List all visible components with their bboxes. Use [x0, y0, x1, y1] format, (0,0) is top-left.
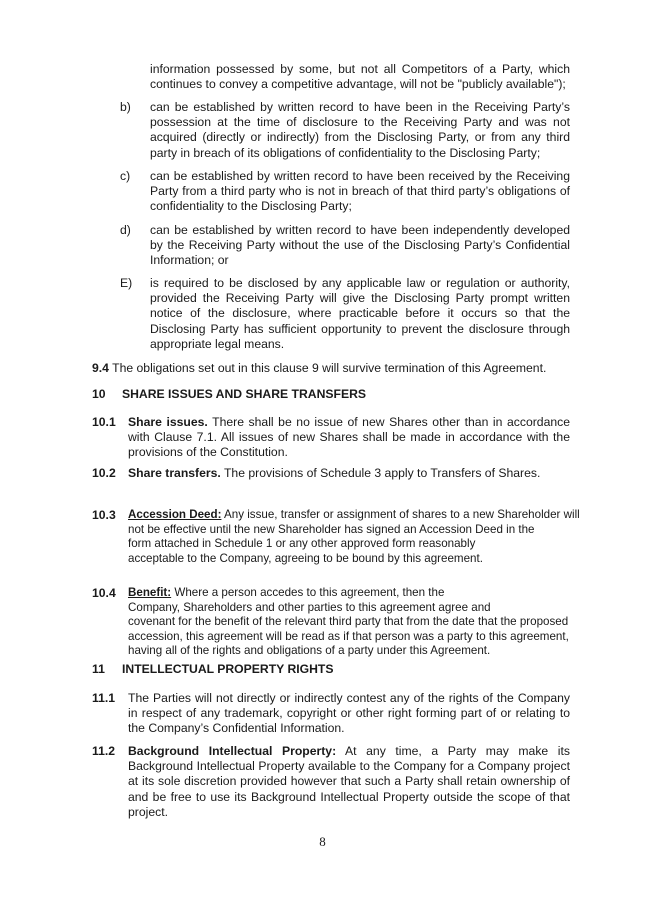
- list-item: is required to be disclosed by any applicable law or regulation or authority, provided the Receiving Party will give the Disclosing Party prompt written notice of the disclosure, where practicable before it occurs so that the Disclosing Party has sufficient opportunity to prevent the disclosure through appropriate legal means.: [150, 276, 570, 351]
- clause-line: accession, this agreement will be read as if that person was a party to this agreement,: [128, 629, 569, 643]
- clause-number: 11.1: [92, 691, 116, 705]
- clause-number: 10.2: [92, 466, 116, 480]
- page-number: 8: [319, 834, 326, 849]
- clause-10-2: [128, 466, 570, 481]
- clause-line: not be effective until the new Shareholder has signed an Accession Deed in the: [128, 522, 535, 536]
- clause-heading: Share issues.: [128, 415, 208, 429]
- clause-heading: Benefit:: [128, 586, 172, 599]
- clause-text: The Parties will not directly or indirectly contest any of the rights of the Company in respect of any trademark, copyright or other right forming part of or relating to the Company’s Confidential Information.: [128, 691, 570, 736]
- clause-heading: Accession Deed:: [128, 508, 222, 521]
- clause-number: 10.4: [92, 586, 116, 600]
- clause-line: acceptable to the Company, agreeing to be bound by this agreement.: [128, 551, 483, 565]
- clause-line: form attached in Schedule 1 or any other approved form reasonably: [128, 537, 476, 551]
- section-number: 10: [92, 387, 106, 401]
- continuation-paragraph: information possessed by some, but not all Competitors of a Party, which continues to convey a competitive advantage, will not be "publicly available");: [150, 62, 570, 92]
- clause-heading: Background Intellectual Property:: [128, 744, 337, 758]
- clause-text: The provisions of Schedule 3 apply to Transfers of Shares.: [220, 466, 541, 480]
- clause-text: At any time, a Party may make its Background Intellectual Property available to the Company for a Company project at its sole discretion provided however that such a Party shall retain ownership of and be free to use its Background Intellectual Property outside the scope of that project.: [128, 744, 570, 819]
- item-label: d): [120, 223, 131, 237]
- list-item: can be established by written record to have been independently developed by the Receiving Party without the use of the Disclosing Party’s Confidential Information; or: [150, 223, 570, 268]
- clause-9-4: [92, 361, 582, 376]
- clause-line: Where a person accedes to this agreement, then the: [171, 586, 445, 599]
- clause-heading: Share transfers.: [128, 466, 221, 480]
- clause-number: 11.2: [92, 744, 116, 758]
- clause-line: Any issue, transfer or assignment of shares to a new Shareholder will: [221, 508, 580, 521]
- clause-number: 9.4: [92, 361, 109, 375]
- list-item: can be established by written record to have been received by the Receiving Party from a third party who is not in breach of that third party’s obligations of confidentiality to the Disclosing Party;: [150, 169, 570, 214]
- section-title: INTELLECTUAL PROPERTY RIGHTS: [122, 662, 334, 676]
- list-item: can be established by written record to have been in the Receiving Party’s possession at the time of disclosure to the Receiving Party and was not acquired (directly or indirectly) from the Disclosing Party, or from any third party in breach of its obligations of confidentiality to the Disclosing Party;: [150, 100, 570, 160]
- clause-11-2: [128, 744, 570, 820]
- clause-line: having all of the rights and obligations of a party under this Agreement.: [128, 644, 491, 658]
- clause-line: covenant for the benefit of the relevant third party that from the date that the proposed: [128, 615, 569, 629]
- item-label: E): [120, 276, 133, 290]
- clause-10-3: [128, 508, 578, 566]
- clause-line: Company, Shareholders and other parties to this agreement agree and: [128, 600, 491, 614]
- section-title: SHARE ISSUES AND SHARE TRANSFERS: [122, 387, 367, 401]
- clause-11-1: [128, 691, 570, 737]
- item-label: b): [120, 100, 131, 114]
- clause-number: 10.3: [92, 508, 116, 522]
- clause-10-4: [128, 586, 578, 659]
- clause-10-1: [128, 415, 570, 461]
- clause-text: The obligations set out in this clause 9 will survive termination of this Agreement.: [112, 361, 547, 375]
- clause-text: There shall be no issue of new Shares other than in accordance with Clause 7.1. All issues of new Shares shall be made in accordance with the provisions of the Constitution.: [128, 415, 570, 460]
- item-label: c): [120, 169, 131, 183]
- section-number: 11: [92, 662, 105, 676]
- clause-number: 10.1: [92, 415, 116, 429]
